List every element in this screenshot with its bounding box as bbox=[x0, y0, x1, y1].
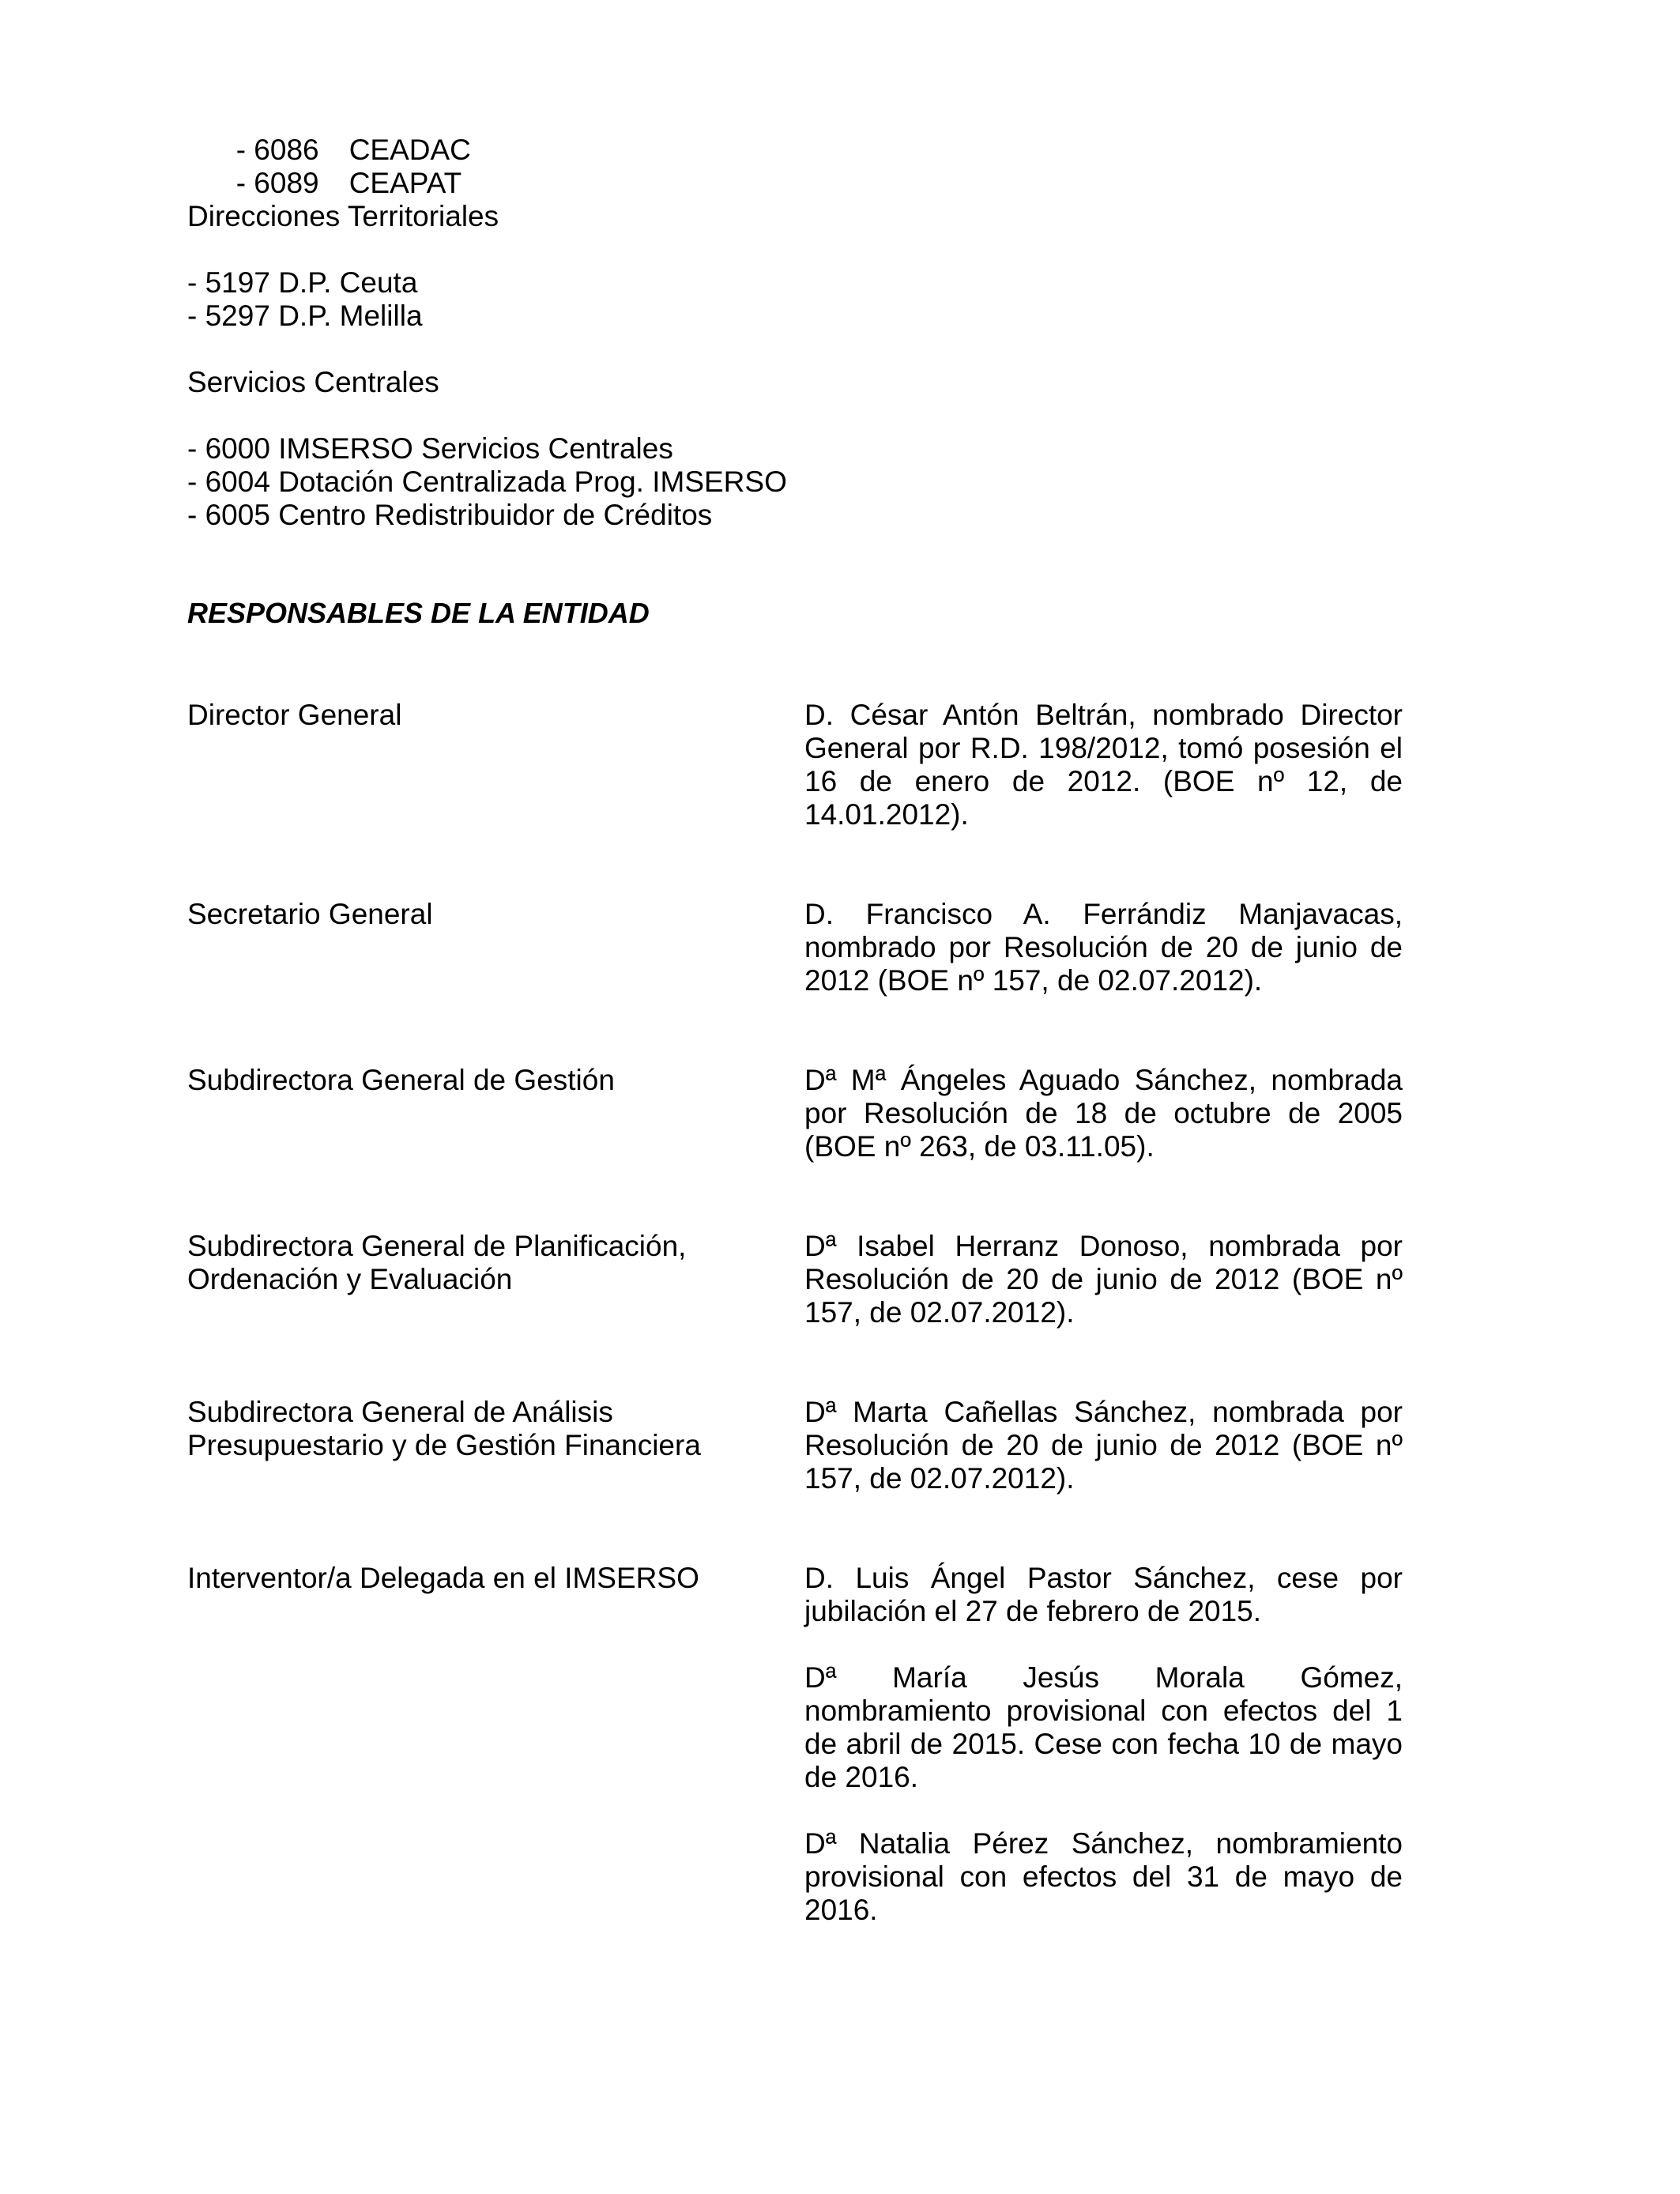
center-name: CEADAC bbox=[348, 134, 471, 166]
responsable-role bbox=[187, 1230, 756, 1296]
section-title: Servicios Centrales bbox=[187, 366, 439, 398]
responsable-role bbox=[187, 1562, 756, 1595]
role-label-line: Subdirectora General de Gestión bbox=[187, 1064, 615, 1096]
list-item: - 6005 Centro Redistribuidor de Créditos bbox=[187, 499, 713, 531]
list-item: - 5197 D.P. Ceuta bbox=[187, 266, 418, 299]
description-paragraph: D. Francisco A. Ferrándiz Manjavacas, nombrado por Resolución de 20 de junio de 2012 (BOE nº 157, de 02.07.2012). bbox=[804, 898, 1403, 997]
responsables-heading: RESPONSABLES DE LA ENTIDAD bbox=[187, 597, 650, 629]
responsable-role bbox=[187, 898, 756, 931]
description-paragraph: Dª Isabel Herranz Donoso, nombrada por Resolución de 20 de junio de 2012 (BOE nº 157, de 02.07.2012). bbox=[804, 1230, 1403, 1329]
responsable-description bbox=[804, 898, 1403, 997]
role-label-line: Director General bbox=[187, 699, 402, 731]
role-label-line: Ordenación y Evaluación bbox=[187, 1263, 513, 1295]
description-paragraph: Dª Marta Cañellas Sánchez, nombrada por Resolución de 20 de junio de 2012 (BOE nº 157, de 02.07.2012). bbox=[804, 1396, 1403, 1495]
responsable-role bbox=[187, 699, 756, 732]
responsable-description bbox=[804, 699, 1403, 831]
responsable-description bbox=[804, 1230, 1403, 1329]
responsable-description bbox=[804, 1064, 1403, 1163]
direcciones-section-title bbox=[187, 200, 499, 233]
direcciones-list bbox=[187, 266, 423, 333]
list-item: - 5297 D.P. Melilla bbox=[187, 300, 423, 332]
responsable-role bbox=[187, 1396, 756, 1462]
servicios-section-title bbox=[187, 366, 439, 399]
role-label-line: Secretario General bbox=[187, 898, 433, 930]
responsable-description bbox=[804, 1562, 1403, 1927]
center-code: - 6089 bbox=[235, 167, 319, 199]
description-paragraph: D. Luis Ángel Pastor Sánchez, cese por jubilación el 27 de febrero de 2015. bbox=[804, 1562, 1403, 1627]
description-paragraph: Dª Natalia Pérez Sánchez, nombramiento provisional con efectos del 31 de mayo de 2016. bbox=[804, 1827, 1403, 1926]
role-label-line: Presupuestario y de Gestión Financiera bbox=[187, 1429, 701, 1461]
centers-list bbox=[187, 100, 471, 199]
section-title: Direcciones Territoriales bbox=[187, 200, 499, 232]
center-name: CEAPAT bbox=[348, 167, 462, 199]
role-label-line: Subdirectora General de Planificación, bbox=[187, 1230, 687, 1262]
description-paragraph: Dª Mª Ángeles Aguado Sánchez, nombrada por Resolución de 18 de octubre de 2005 (BOE nº 263, de 03.11.05). bbox=[804, 1064, 1403, 1163]
list-item: - 6000 IMSERSO Servicios Centrales bbox=[187, 432, 673, 465]
responsable-role bbox=[187, 1064, 756, 1097]
list-item bbox=[187, 100, 471, 166]
servicios-list bbox=[187, 432, 787, 532]
list-item: - 6004 Dotación Centralizada Prog. IMSERSO bbox=[187, 466, 787, 498]
responsable-description bbox=[804, 1396, 1403, 1495]
role-label-line: Interventor/a Delegada en el IMSERSO bbox=[187, 1562, 699, 1594]
description-paragraph: Dª María Jesús Morala Gómez, nombramiento provisional con efectos del 1 de abril de 2015. Cese con fecha 10 de mayo de 2016. bbox=[804, 1661, 1403, 1793]
description-paragraph: D. César Antón Beltrán, nombrado Director General por R.D. 198/2012, tomó posesión el 16 de enero de 2012. (BOE nº 12, de 14.01.2012). bbox=[804, 699, 1403, 831]
center-code: - 6086 bbox=[235, 134, 319, 166]
role-label-line: Subdirectora General de Análisis bbox=[187, 1396, 613, 1428]
